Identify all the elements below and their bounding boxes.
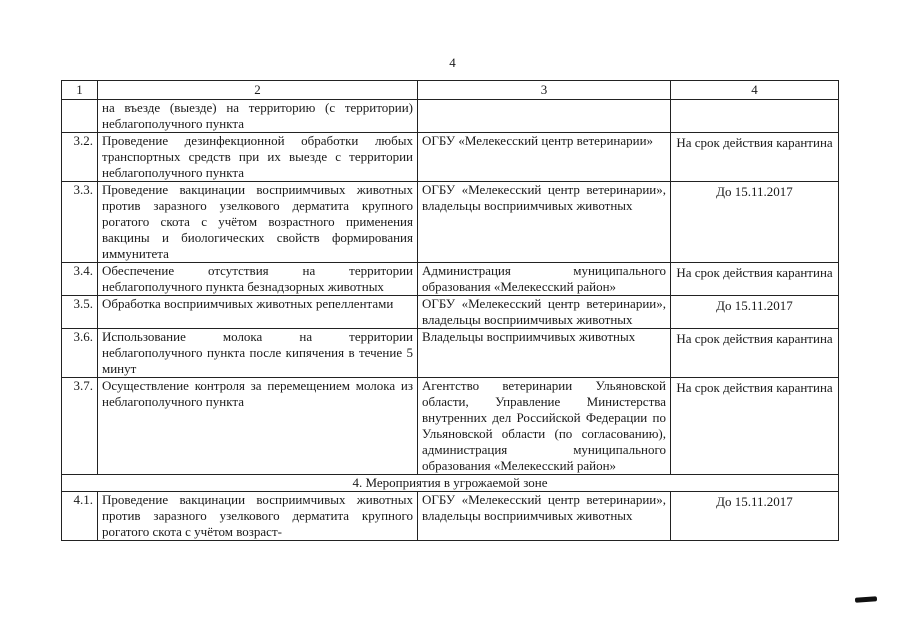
item-number: 3.7.	[62, 378, 98, 475]
measure-text: Проведение дезинфекционной обработки любых транспортных средств при их выезде с территории неблагополучного пункта	[98, 133, 418, 182]
item-number: 3.2.	[62, 133, 98, 182]
measure-text: Проведение вакцинации восприимчивых животных против заразного узелкового дерматита крупного рогатого скота с учётом возраст-	[98, 492, 418, 541]
section-title: 4. Мероприятия в угрожаемой зоне	[62, 475, 839, 492]
item-number: 3.4.	[62, 263, 98, 296]
table-row	[62, 182, 839, 263]
table-row	[62, 492, 839, 541]
deadline-text: На срок действия карантина	[671, 133, 839, 182]
deadline-text: На срок действия карантина	[671, 378, 839, 475]
measure-text: Обеспечение отсутствия на территории неблагополучного пункта безнадзорных животных	[98, 263, 418, 296]
table-body	[62, 100, 839, 541]
item-number: 4.1.	[62, 492, 98, 541]
section-header-row	[62, 475, 839, 492]
table-row	[62, 263, 839, 296]
executor-text: Администрация муниципального образования «Мелекесский район»	[418, 263, 671, 296]
column-header-2: 2	[98, 81, 418, 100]
measure-text: Проведение вакцинации восприимчивых животных против заразного узелкового дерматита крупного рогатого скота с учётом возрастного применения вакцины и биологических свойств формирования иммунитета	[98, 182, 418, 263]
item-number: 3.5.	[62, 296, 98, 329]
item-number: 3.3.	[62, 182, 98, 263]
measures-table	[61, 80, 839, 541]
deadline-text: На срок действия карантина	[671, 263, 839, 296]
scan-mark	[855, 596, 877, 603]
table-row	[62, 133, 839, 182]
measure-text: Использование молока на территории неблагополучного пункта после кипячения в течение 5 минут	[98, 329, 418, 378]
deadline-text: До 15.11.2017	[671, 182, 839, 263]
measure-text: на въезде (выезде) на территорию (с территории) неблагополучного пункта	[98, 100, 418, 133]
measure-text: Осуществление контроля за перемещением молока из неблагополучного пункта	[98, 378, 418, 475]
page-number: 4	[449, 55, 456, 70]
table-header-row	[62, 81, 839, 100]
executor-text: ОГБУ «Мелекесский центр ветеринарии», владельцы восприимчивых животных	[418, 296, 671, 329]
measure-text: Обработка восприимчивых животных репеллентами	[98, 296, 418, 329]
column-header-1: 1	[62, 81, 98, 100]
item-number	[62, 100, 98, 133]
executor-text: ОГБУ «Мелекесский центр ветеринарии», владельцы восприимчивых животных	[418, 492, 671, 541]
deadline-text: До 15.11.2017	[671, 296, 839, 329]
item-number: 3.6.	[62, 329, 98, 378]
deadline-text	[671, 100, 839, 133]
table-row	[62, 296, 839, 329]
executor-text: ОГБУ «Мелекесский центр ветеринарии»	[418, 133, 671, 182]
executor-text	[418, 100, 671, 133]
column-header-3: 3	[418, 81, 671, 100]
table-row	[62, 100, 839, 133]
executor-text: ОГБУ «Мелекесский центр ветеринарии», владельцы восприимчивых животных	[418, 182, 671, 263]
deadline-text: До 15.11.2017	[671, 492, 839, 541]
executor-text: Владельцы восприимчивых животных	[418, 329, 671, 378]
table-row	[62, 378, 839, 475]
deadline-text: На срок действия карантина	[671, 329, 839, 378]
column-header-4: 4	[671, 81, 839, 100]
table-row	[62, 329, 839, 378]
executor-text: Агентство ветеринарии Ульяновской области, Управление Министерства внутренних дел Российской Федерации по Ульяновской области (по согласованию), администрация муниципального образования «Мелекесский район»	[418, 378, 671, 475]
